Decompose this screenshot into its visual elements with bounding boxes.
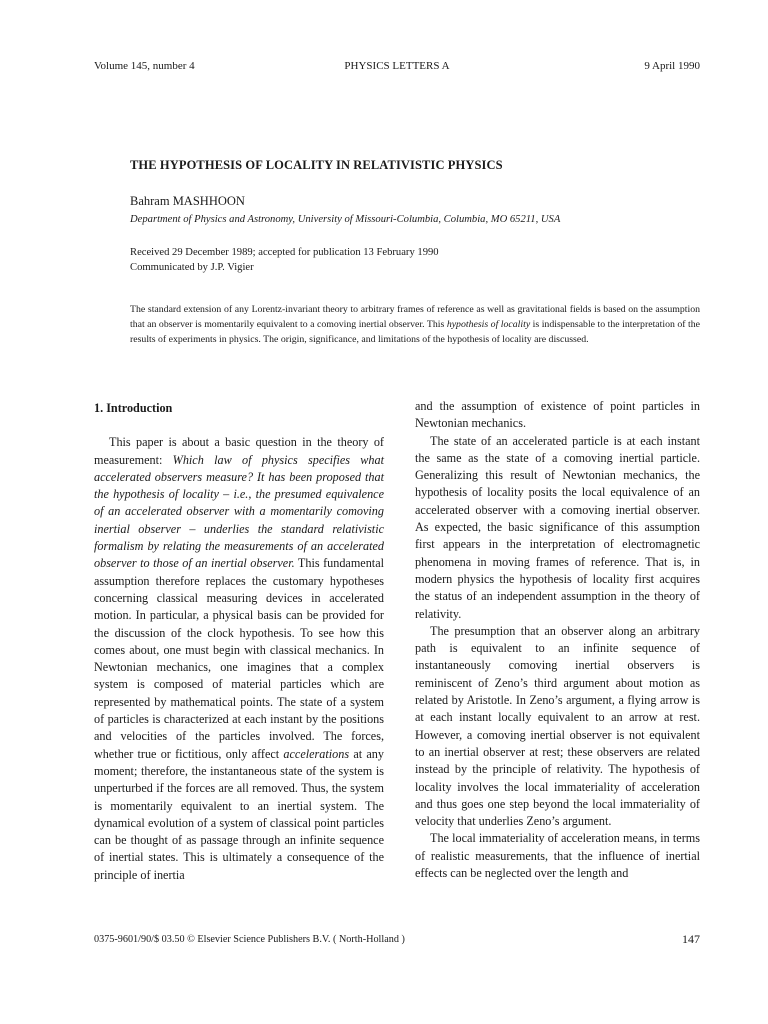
paragraph-1: [94, 434, 384, 884]
journal-name: PHYSICS LETTERS A: [344, 60, 450, 72]
page-footer: [94, 932, 700, 946]
abstract-text-1: The standard extension of any Lorentz-invariant theory to arbitrary frames of reference as well as gravitational fields is based on the assumption that an observer is momentarily equivalent to a comoving inertial observer. This: [130, 304, 700, 330]
received-info: [130, 245, 439, 275]
communicated-by: Communicated by J.P. Vigier: [130, 262, 254, 273]
right-column: [415, 398, 700, 882]
paragraph-4: The local immateriality of acceleration means, in terms of realistic measurements, that the influence of inertial effects can be neglected over the length and: [415, 831, 700, 881]
p1-lead: This paper is about a basic question in the theory of measurement:: [94, 435, 384, 467]
received-dates: Received 29 December 1989; accepted for publication 13 February 1990: [130, 247, 439, 258]
author-affiliation: Department of Physics and Astronomy, University of Missouri-Columbia, Columbia, MO 65211, USA: [130, 214, 561, 225]
p1-italic-accelerations: accelerations: [283, 746, 350, 761]
abstract-italic: hypothesis of locality: [446, 319, 531, 330]
author-name: Bahram MASHHOON: [130, 194, 245, 208]
paragraph-2: The state of an accelerated particle is at each instant the same as the state of a comoving inertial particle. Generalizing this result of Newtonian mechanics, the hypothesis of locality posits the local equivalence of an accelerated observer with a comoving inertial observer. As expected, the basic significance of this assumption first appears in the interpretation of electromagnetic phenomena in moving frames of reference. That is, in modern physics the hypothesis of locality first acquires the status of an independent assumption in the theory of relativity.: [415, 433, 700, 621]
abstract: [130, 302, 700, 347]
p1-italic: Which law of physics specifies what accelerated observers measure? It has been proposed that the hypothesis of locality – i.e., the presumed equivalence of an accelerated observer with a momentarily comoving inertial observer – underlies the standard relativistic formalism by relating the measurements of an accelerated observer to those of an inertial observer.: [94, 452, 384, 571]
left-column: [94, 398, 384, 884]
volume-number: Volume 145, number 4: [94, 60, 195, 72]
paragraph-3: The presumption that an observer along an arbitrary path is equivalent to an infinite sequence of instantaneously comoving inertial observers is reminiscent of Zeno’s third argument about motion as related by Aristotle. In Zeno’s argument, a flying arrow is at each instant locally equivalent to an arrow at rest. However, a comoving inertial observer is not equivalent to an inertial observer at rest; these observers are related instead by the principle of relativity. The hypothesis of locality involves the local immateriality of acceleration and thus goes one step beyond the local immateriality of velocity that underlies Zeno’s argument.: [415, 623, 700, 829]
paper-title: THE HYPOTHESIS OF LOCALITY IN RELATIVISTIC PHYSICS: [130, 158, 503, 172]
paragraph-1-continued: and the assumption of existence of point particles in Newtonian mechanics.: [415, 399, 700, 431]
section-heading: 1. Introduction: [94, 401, 173, 415]
issue-date: 9 April 1990: [644, 60, 700, 72]
copyright-line: 0375-9601/90/$ 03.50 © Elsevier Science Publishers B.V. ( North-Holland ): [94, 934, 405, 945]
p1-end: at any moment; therefore, the instantaneous state of the system is unperturbed if the forces are all removed. Thus, the system is momentarily equivalent to an inertial system. The dynamical evolution of a system of classical point particles can be thought of as passage through an infinite sequence of inertial states. This is ultimately a consequence of the principle of inertia: [94, 746, 384, 882]
abstract-text-2: is indispensable to the interpretation of the results of experiments in physics. The origin, significance, and limitations of the hypothesis of locality are discussed.: [130, 319, 701, 345]
page-number: 147: [682, 932, 700, 946]
running-head: [94, 60, 700, 74]
p1-mid: This fundamental assumption therefore replaces the customary hypotheses concerning classical measuring devices in accelerated motion. In particular, a physical basis can be provided for the discussion of the clock hypothesis. To see how this comes about, one must begin with classical mechanics. In Newtonian mechanics, one imagines that a complex system is composed of material particles which are represented by mathematical points. The state of a system of particles is characterized at each instant by the positions and velocities of the particles involved. The forces, whether true or fictitious, only affect: [94, 556, 384, 761]
